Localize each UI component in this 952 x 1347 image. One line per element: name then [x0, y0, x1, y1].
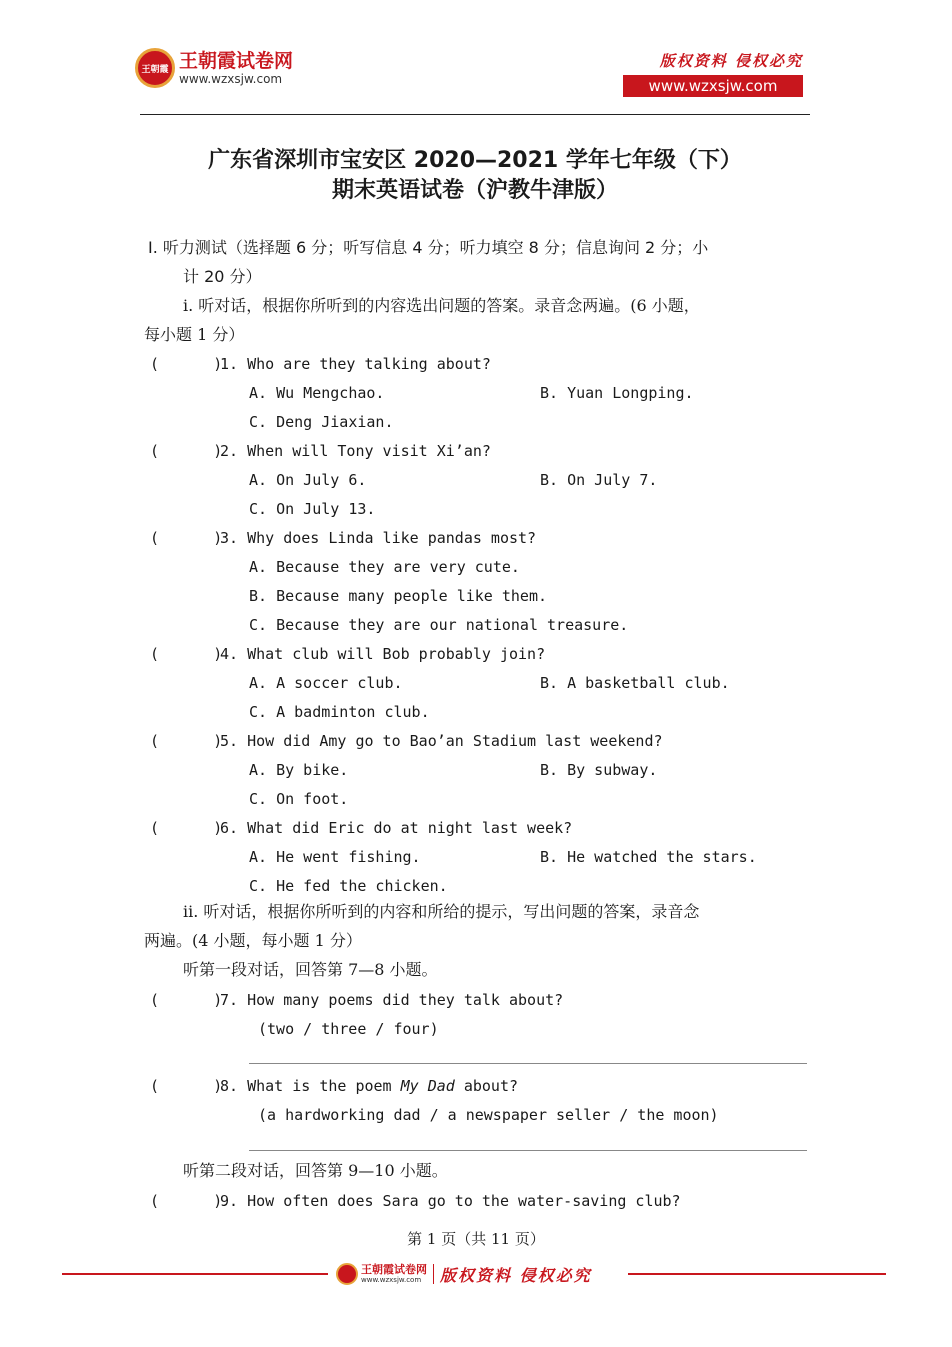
- option-a: A. By bike.: [249, 761, 349, 779]
- logo-url: www.wzxsjw.com: [179, 72, 283, 86]
- question-stem-pre: 8. What is the poem: [220, 1077, 392, 1095]
- document-title: [140, 146, 810, 206]
- option-c: C. Because they are our national treasure.: [249, 616, 629, 634]
- logo-name: 王朝霞试卷网: [179, 50, 294, 72]
- header-divider: [140, 114, 810, 115]
- option-c: C. He fed the chicken.: [249, 877, 448, 895]
- option-a: A. He went fishing.: [249, 848, 421, 866]
- part-ii-instruction: ⅱ. 听对话，根据你所听到的内容和所给的提示，写出问题的答案，录音念: [183, 902, 700, 921]
- part-i-instruction-cont: 每小题 1 分）: [144, 325, 245, 344]
- header-right: [623, 50, 803, 97]
- option-b: B. He watched the stars.: [540, 848, 757, 866]
- option-a: A. On July 6.: [249, 471, 367, 489]
- option-a: A. Wu Mengchao.: [249, 384, 385, 402]
- option-a: A. A soccer club.: [249, 674, 403, 692]
- option-b: B. Because many people like them.: [249, 587, 548, 605]
- answer-bracket[interactable]: ( ): [150, 819, 223, 837]
- option-c: C. A badminton club.: [249, 703, 430, 721]
- question-stem: 6. What did Eric do at night last week?: [220, 819, 573, 837]
- option-b: B. On July 7.: [540, 471, 658, 489]
- footer-separator: [433, 1264, 434, 1284]
- question-stem: 5. How did Amy go to Bao’an Stadium last weekend?: [220, 732, 663, 750]
- footer-slogan: 版权资料 侵权必究: [440, 1265, 592, 1285]
- option-b: B. By subway.: [540, 761, 658, 779]
- footer-logo-url: www.wzxsjw.com: [361, 1276, 422, 1284]
- option-a: A. Because they are very cute.: [249, 558, 520, 576]
- section-heading: Ⅰ. 听力测试（选择题 6 分；听写信息 4 分；听力填空 8 分；信息询问 2 分；小: [148, 238, 709, 257]
- site-logo: [135, 48, 293, 88]
- answer-bracket[interactable]: ( ): [150, 529, 223, 547]
- title-line-2: 期末英语试卷（沪教牛津版）: [331, 178, 618, 203]
- question-hint: (two / three / four): [258, 1020, 439, 1038]
- footer-logo-name: 王朝霞试卷网: [361, 1263, 427, 1276]
- logo-seal-text: 王朝霞: [141, 64, 169, 75]
- question-stem: 1. Who are they talking about?: [220, 355, 491, 373]
- section-heading-cont: 计 20 分）: [183, 267, 262, 286]
- page-header: [135, 48, 815, 98]
- poem-title: My Dad: [400, 1077, 455, 1095]
- dialogue-1-instruction: 听第一段对话，回答第 7—8 小题。: [183, 960, 438, 979]
- logo-seal-icon: [135, 48, 175, 88]
- answer-bracket[interactable]: ( ): [150, 645, 223, 663]
- question-stem: 3. Why does Linda like pandas most?: [220, 529, 537, 547]
- answer-bracket[interactable]: ( ): [150, 355, 223, 373]
- answer-bracket[interactable]: ( ): [150, 1077, 223, 1095]
- question-stem-post: about?: [463, 1077, 519, 1095]
- part-ii-instruction-cont: 两遍。(4 小题，每小题 1 分）: [144, 931, 362, 950]
- footer-rule-right: [628, 1273, 886, 1275]
- title-line-1: 广东省深圳市宝安区 2020—2021 学年七年级（下）: [208, 148, 742, 173]
- option-b: B. Yuan Longping.: [540, 384, 694, 402]
- option-b: B. A basketball club.: [540, 674, 730, 692]
- answer-bracket[interactable]: ( ): [150, 1192, 223, 1210]
- question-hint: (a hardworking dad / a newspaper seller / the moon): [258, 1106, 719, 1124]
- part-i-instruction: ⅰ. 听对话，根据你所听到的内容选出问题的答案。录音念两遍。(6 小题，: [183, 296, 700, 315]
- answer-line[interactable]: [249, 1150, 807, 1151]
- copyright-slogan: 版权资料 侵权必究: [659, 52, 803, 70]
- footer-brand: [336, 1262, 592, 1286]
- question-stem: 7. How many poems did they talk about?: [220, 991, 564, 1009]
- header-url-box: www.wzxsjw.com: [623, 75, 803, 97]
- answer-bracket[interactable]: ( ): [150, 991, 223, 1009]
- option-c: C. On foot.: [249, 790, 349, 808]
- question-stem: 2. When will Tony visit Xi’an?: [220, 442, 491, 460]
- option-c: C. On July 13.: [249, 500, 376, 518]
- question-stem: [220, 1076, 518, 1096]
- footer-logo-icon: [336, 1263, 358, 1285]
- question-stem: 9. How often does Sara go to the water-saving club?: [220, 1192, 681, 1210]
- page-number: 第 1 页（共 11 页）: [407, 1230, 545, 1248]
- question-stem: 4. What club will Bob probably join?: [220, 645, 546, 663]
- answer-line[interactable]: [249, 1063, 807, 1064]
- answer-bracket[interactable]: ( ): [150, 732, 223, 750]
- dialogue-2-instruction: 听第二段对话，回答第 9—10 小题。: [183, 1161, 448, 1180]
- footer-rule-left: [62, 1273, 328, 1275]
- option-c: C. Deng Jiaxian.: [249, 413, 394, 431]
- answer-bracket[interactable]: ( ): [150, 442, 223, 460]
